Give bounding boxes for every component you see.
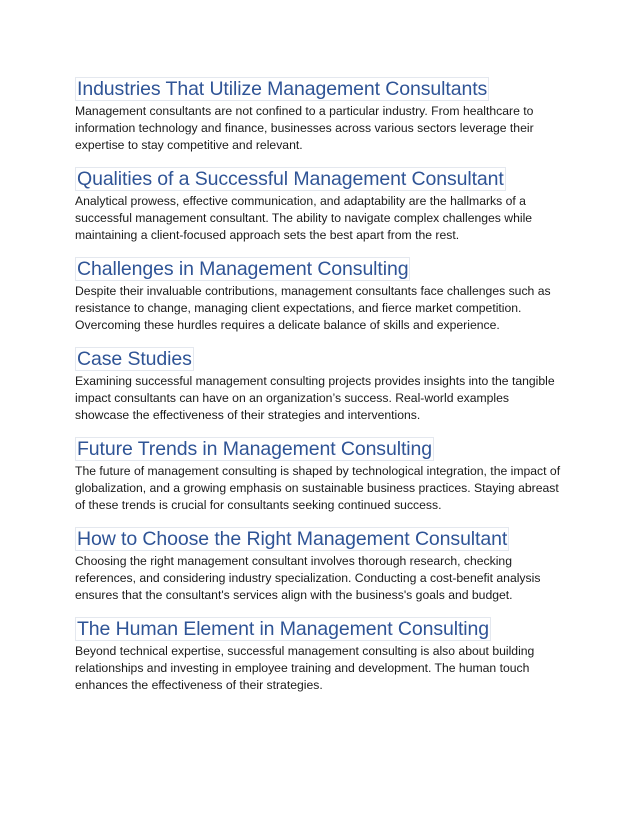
- section-heading: Future Trends in Management Consulting: [77, 438, 432, 460]
- section-qualities: [75, 167, 565, 244]
- section-body: Examining successful management consulting projects provides insights into the tangible impact consultants can have on an organization’s success. Real-world examples showcase the effectiveness of their strategies and interventions.: [75, 374, 555, 422]
- section-human-element: [75, 617, 565, 694]
- section-future-trends: [75, 437, 565, 514]
- section-heading: How to Choose the Right Management Consultant: [77, 528, 508, 550]
- section-challenges: [75, 257, 565, 334]
- section-body: The future of management consulting is shaped by technological integration, the impact of globalization, and a growing emphasis on sustainable business practices. Staying abreast of these trends is crucial for consultants seeking continued success.: [75, 464, 561, 512]
- section-heading: Industries That Utilize Management Consultants: [77, 78, 488, 100]
- section-heading: The Human Element in Management Consulting: [77, 618, 490, 640]
- section-body: Beyond technical expertise, successful management consulting is also about building relationships and investing in employee training and development. The human touch enhances the effectiveness of their strategies.: [75, 644, 535, 692]
- section-heading: Qualities of a Successful Management Consultant: [77, 168, 504, 190]
- section-heading: Case Studies: [77, 348, 192, 370]
- section-case-studies: [75, 347, 565, 424]
- document-content: [75, 77, 565, 707]
- section-industries: [75, 77, 565, 154]
- section-how-to-choose: [75, 527, 565, 604]
- section-heading: Challenges in Management Consulting: [77, 258, 409, 280]
- section-body: Choosing the right management consultant involves thorough research, checking references, and considering industry specialization. Conducting a cost-benefit analysis ensures that the consultant's services align with the business's goals and budget.: [75, 554, 541, 602]
- section-body: Analytical prowess, effective communication, and adaptability are the hallmarks of a successful management consultant. The ability to navigate complex challenges while maintaining a client-focused approach sets the best apart from the rest.: [75, 194, 533, 242]
- section-body: Management consultants are not confined to a particular industry. From healthcare to information technology and finance, businesses across various sectors leverage their expertise to stay competitive and relevant.: [75, 104, 534, 152]
- section-body: Despite their invaluable contributions, management consultants face challenges such as resistance to change, managing client expectations, and fierce market competition. Overcoming these hurdles requires a delicate balance of skills and experience.: [75, 284, 551, 332]
